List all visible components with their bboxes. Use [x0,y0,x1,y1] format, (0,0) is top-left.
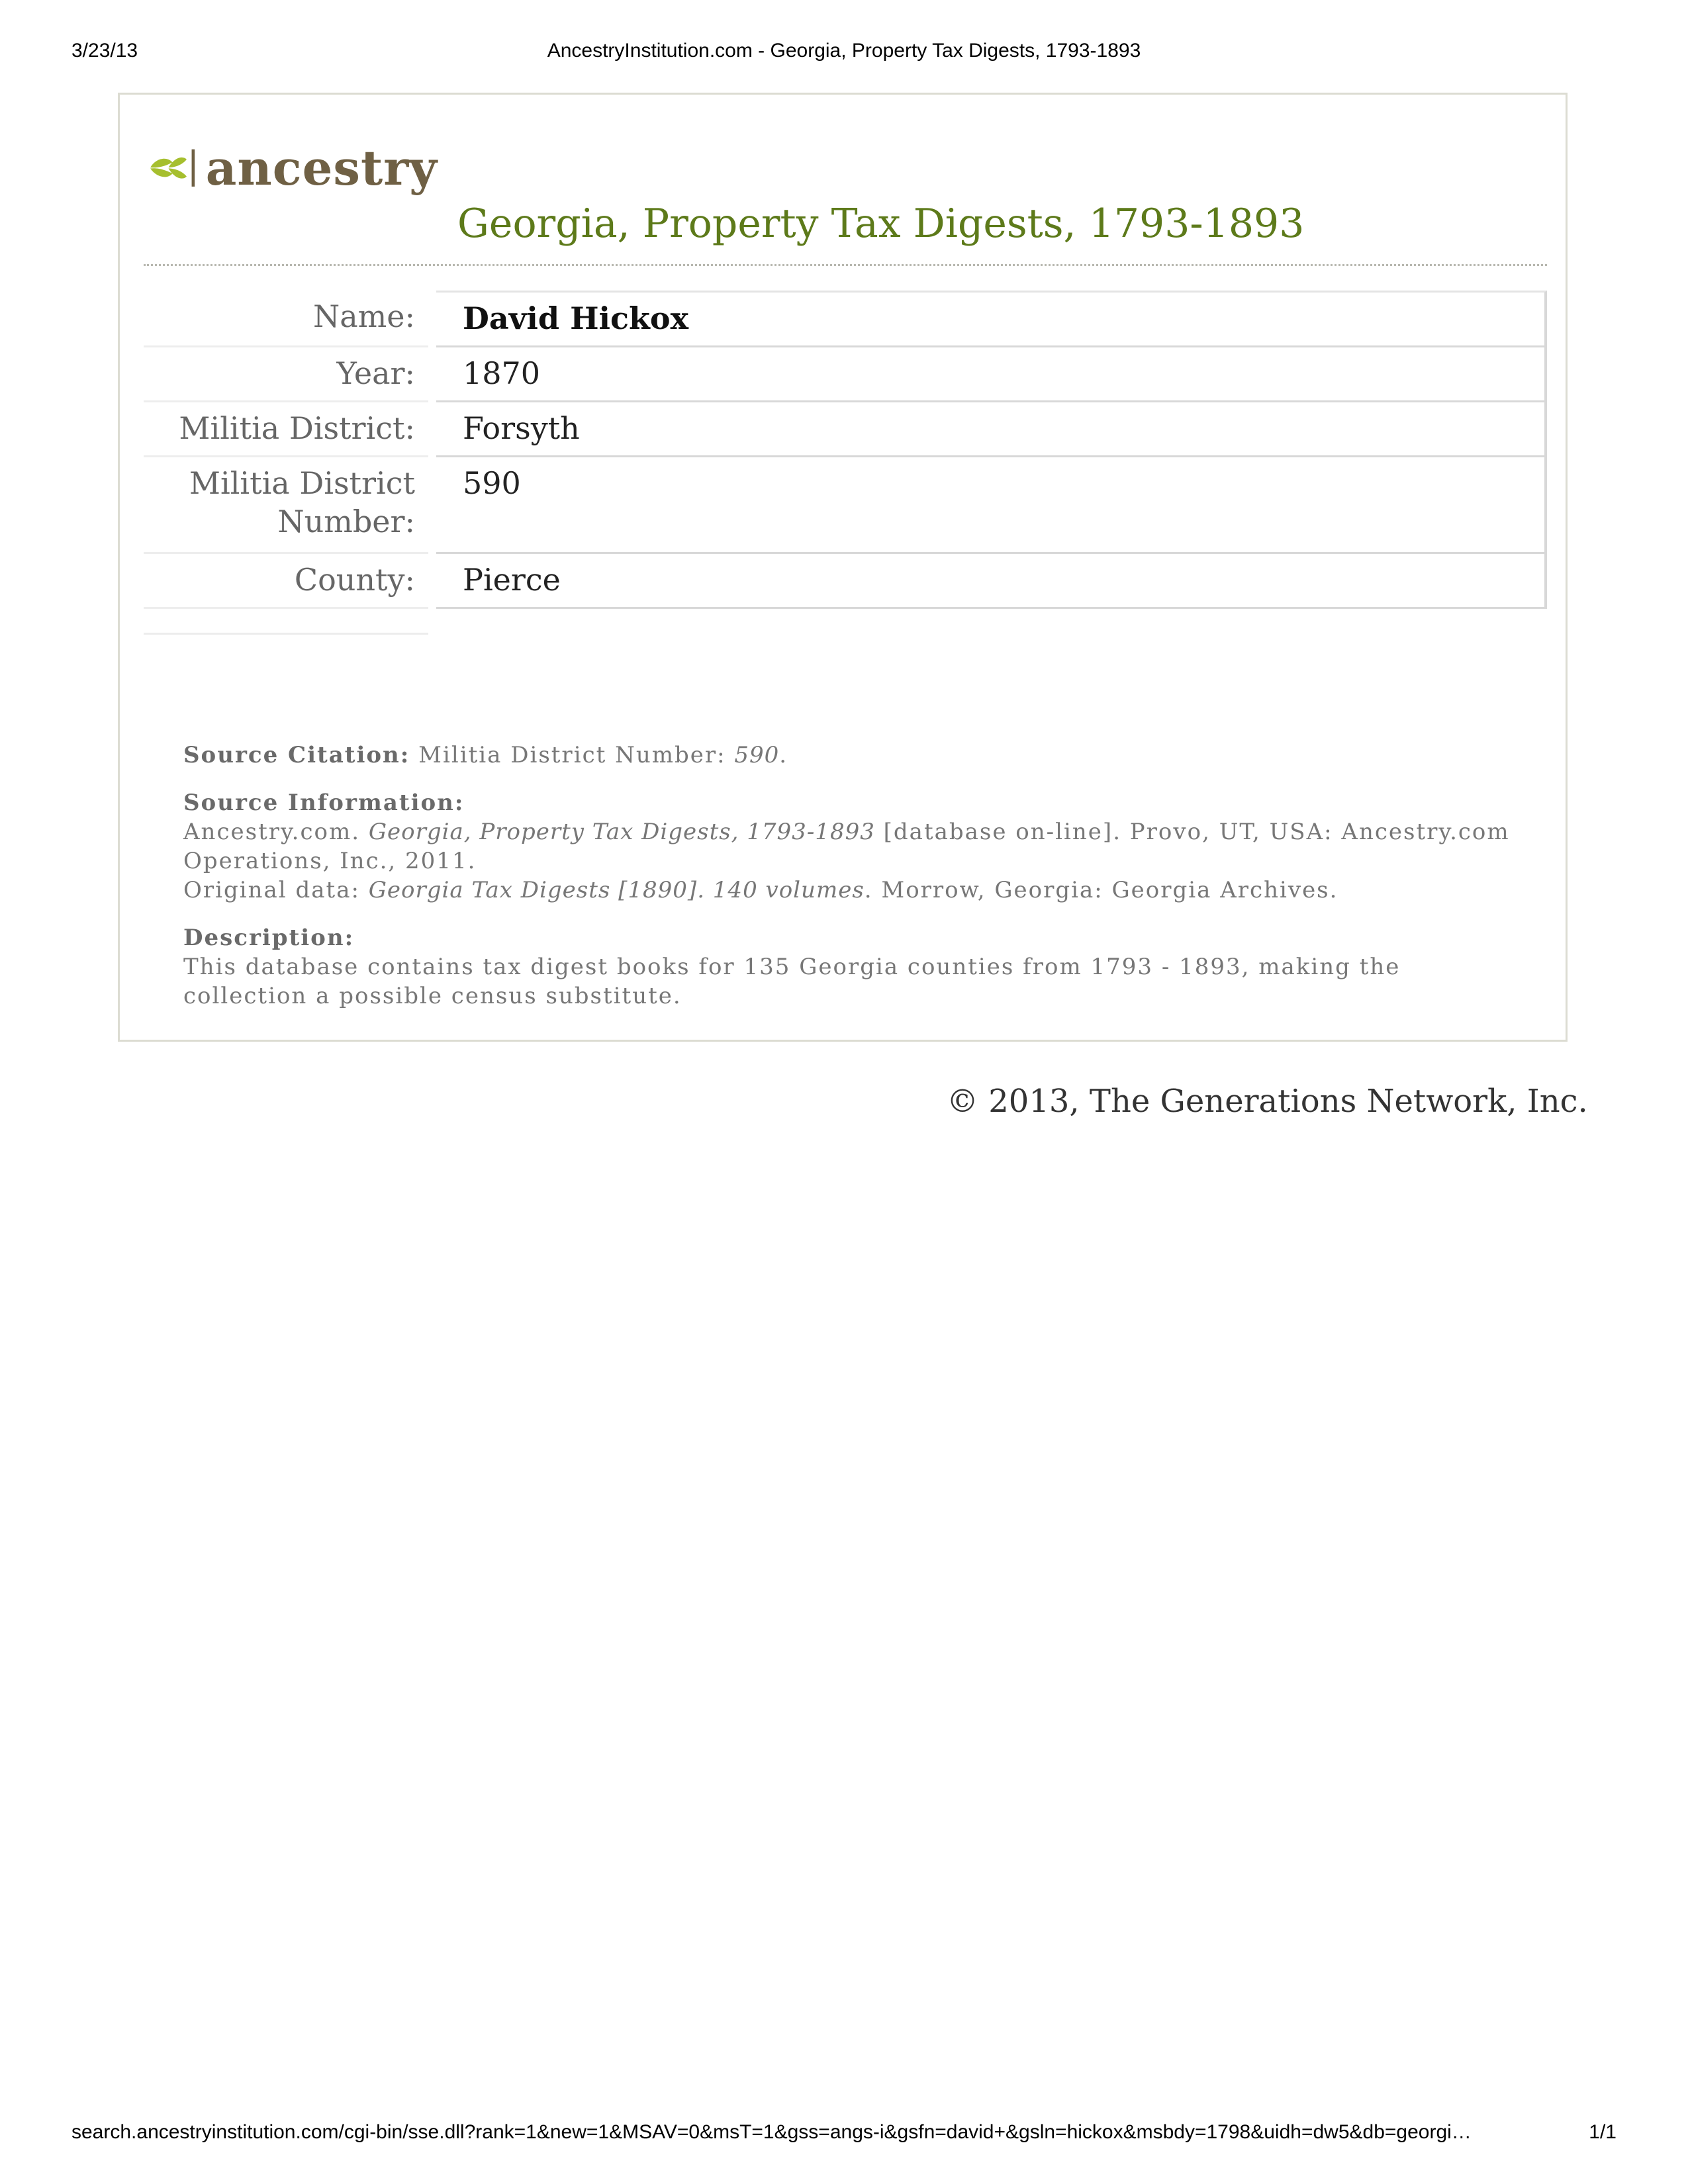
record-fields [144,291,1547,635]
source-citation-value: 590 [734,742,780,768]
source-info-publisher: Ancestry.com. [183,819,361,845]
field-label: Militia District Number: [144,457,428,554]
field-label: Militia District: [144,402,428,457]
print-page-title: AncestryInstitution.com - Georgia, Property Tax Digests, 1793-1893 [547,40,1141,62]
field-label: County: [144,554,428,609]
source-citation [183,741,1521,770]
field-row-county [144,554,1547,609]
copyright-notice: © 2013, The Generations Network, Inc. [947,1083,1588,1120]
field-row-name [144,291,1547,347]
ancestry-logo[interactable] [146,134,438,201]
record-title: Georgia, Property Tax Digests, 1793-1893 [457,201,1305,247]
field-row-militia-district [144,402,1547,457]
source-original-label: Original data: [183,877,360,903]
field-value-year: 1870 [436,347,1547,402]
field-row-militia-district-number [144,457,1547,554]
source-information-label: Source Information: [183,790,465,816]
description-text: This database contains tax digest books for 135 Georgia counties from 1793 - 1893, making the collection a possible census substitute. [183,954,1401,1009]
source-original-title: Georgia Tax Digests [1890]. 140 volumes [368,877,865,903]
source-citation-label: Source Citation: [183,742,410,768]
description [183,923,1521,1011]
field-label: Year: [144,347,428,402]
source-info-database-title: Georgia, Property Tax Digests, 1793-1893 [368,819,875,845]
source-citation-end: . [779,742,788,768]
field-value-militia-district-number: 590 [436,457,1547,554]
print-date: 3/23/13 [71,40,138,62]
source-section [183,741,1521,1029]
label-column-end-rule [144,609,428,635]
field-value-county: Pierce [436,554,1547,609]
description-label: Description: [183,925,355,951]
source-info-publication: [database on-line]. Provo, UT, USA: Ancestry.com Operations, Inc., 2011. [183,819,1510,874]
field-row-year [144,347,1547,402]
title-divider [144,264,1547,266]
print-header [0,40,1688,79]
field-value-militia-district: Forsyth [436,402,1547,457]
field-label: Name: [144,291,428,347]
print-page-number: 1/1 [1589,2121,1617,2143]
print-url: search.ancestryinstitution.com/cgi-bin/sse.dll?rank=1&new=1&MSAV=0&msT=1&gss=angs-i&gsfn=david+&gsln=hickox&msbdy=1798&uidh=dw5&db=georgi… [71,2121,1472,2143]
field-value-name: David Hickox [436,291,1547,347]
source-information [183,788,1521,905]
source-citation-text: Militia District Number: [418,742,726,768]
leaf-icon [146,134,202,201]
record-card [118,93,1568,1042]
print-footer [0,2121,1688,2161]
logo-text: ancestry [205,139,438,196]
source-original-publisher: . Morrow, Georgia: Georgia Archives. [864,877,1338,903]
